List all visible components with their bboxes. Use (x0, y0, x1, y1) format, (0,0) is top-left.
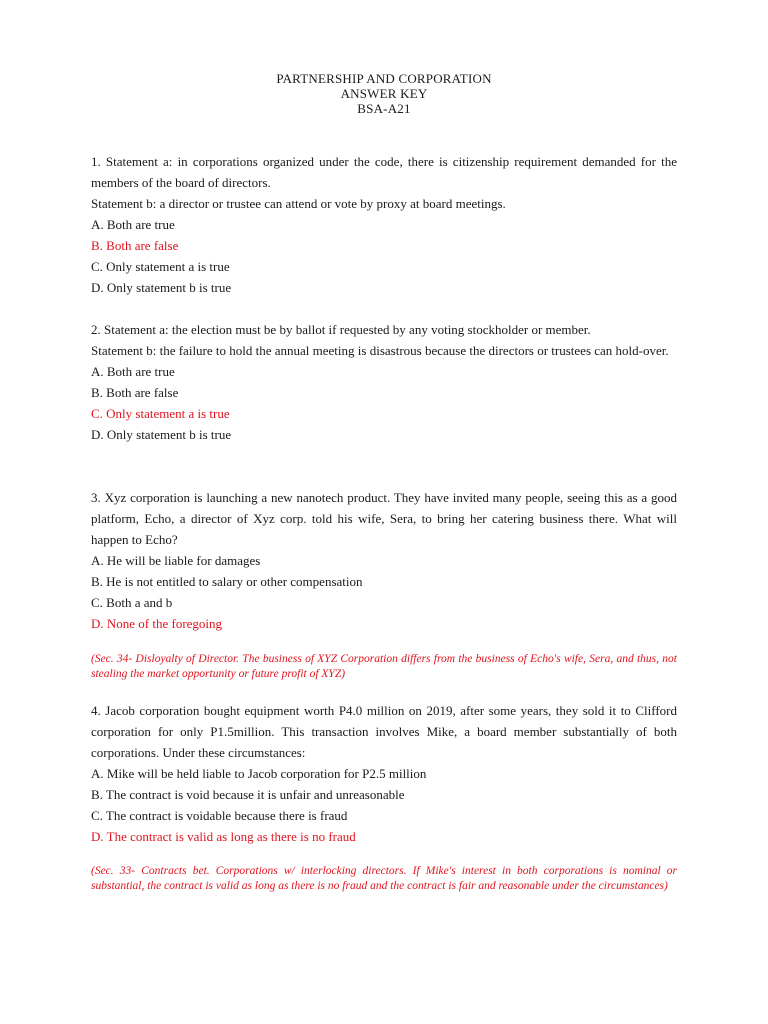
question-3 (91, 487, 677, 634)
option-c: C. Both a and b (91, 595, 173, 610)
statement-a: 1. Statement a: in corporations organized under the code, there is citizenship requirement demanded for the members of the board of directors. (91, 154, 677, 190)
statement-b: Statement b: the failure to hold the annual meeting is disastrous because the directors or trustees can hold-over. (91, 343, 669, 358)
option-d: D. Only statement b is true (91, 427, 232, 442)
question-stem (91, 487, 677, 550)
option-b: B. Both are false (91, 385, 179, 400)
question-4 (91, 700, 677, 847)
option-d-correct-answer: D. The contract is valid as long as there is no fraud (91, 829, 356, 844)
option-c-correct-answer: C. Only statement a is true (91, 406, 230, 421)
option-c: C. The contract is voidable because there is fraud (91, 808, 348, 823)
question-text: 4. Jacob corporation bought equipment worth P4.0 million on 2019, after some years, they sold it to Clifford corporation for only P1.5million. This transaction involves Mike, a board member substantially of both corporations. Under these circumstances: (91, 703, 677, 760)
question-stem (91, 151, 677, 214)
option-b: B. He is not entitled to salary or other compensation (91, 574, 363, 589)
explanation-4: (Sec. 33- Contracts bet. Corporations w/ interlocking directors. If Mike's interest in both corporations is nominal or substantial, the contract is valid as long as there is no fraud and the contract is fair and reasonable under the circumstances) (91, 865, 677, 892)
document-header (0, 71, 768, 116)
option-d-correct-answer: D. None of the foregoing (91, 616, 223, 631)
document-title: PARTNERSHIP AND CORPORATION (276, 71, 492, 86)
statement-a: 2. Statement a: the election must be by ballot if requested by any voting stockholder or member. (91, 322, 591, 337)
document-subtitle: ANSWER KEY (340, 86, 428, 101)
option-a: A. He will be liable for damages (91, 553, 261, 568)
option-b-correct-answer: B. Both are false (91, 238, 179, 253)
option-b: B. The contract is void because it is unfair and unreasonable (91, 787, 405, 802)
option-a: A. Both are true (91, 364, 175, 379)
question-stem (91, 319, 677, 361)
option-d: D. Only statement b is true (91, 280, 232, 295)
option-a: A. Mike will be held liable to Jacob corporation for P2.5 million (91, 766, 427, 781)
question-1 (91, 151, 677, 298)
question-2 (91, 319, 677, 445)
question-text: 3. Xyz corporation is launching a new nanotech product. They have invited many people, seeing this as a good platform, Echo, a director of Xyz corp. told his wife, Sera, to bring her catering business there. What will happen to Echo? (91, 490, 677, 547)
option-c: C. Only statement a is true (91, 259, 230, 274)
explanation-3: (Sec. 34- Disloyalty of Director. The business of XYZ Corporation differs from the business of Echo's wife, Sera, and thus, not stealing the market opportunity or future profit of XYZ) (91, 653, 677, 680)
option-a: A. Both are true (91, 217, 175, 232)
statement-b: Statement b: a director or trustee can attend or vote by proxy at board meetings. (91, 196, 506, 211)
question-stem (91, 700, 677, 763)
section-code: BSA-A21 (357, 101, 411, 116)
